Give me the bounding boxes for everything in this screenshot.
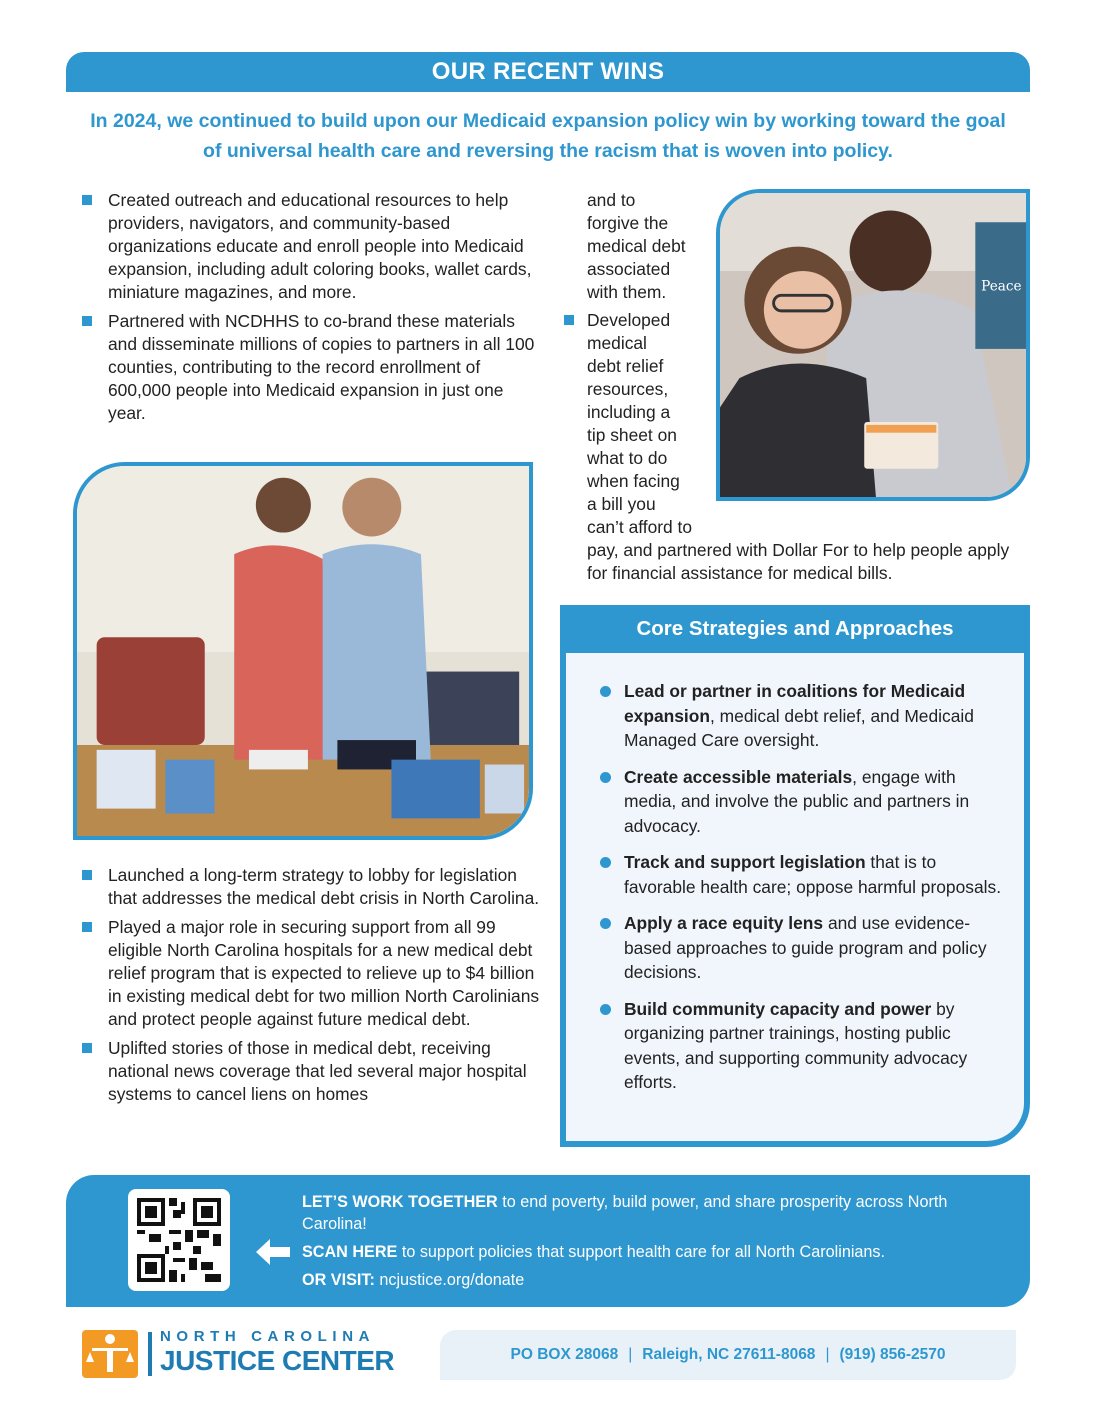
- strategy-text: and use evidence-based approaches to guide program and policy decisions.: [624, 913, 987, 982]
- list-item: Uplifted stories of those in medical debt, receiving national news coverage that led several major hospital systems to cancel liens on homes: [82, 1037, 542, 1106]
- text-line: including a: [587, 402, 671, 422]
- selfie-photo: [716, 189, 1030, 501]
- strategy-text: , engage with media, and involve the public and partners in advocacy.: [624, 766, 970, 836]
- text-line: tip sheet on: [587, 425, 677, 445]
- text-line: forgive the: [587, 213, 669, 233]
- cta-line: [302, 1191, 1012, 1235]
- panel-title: Core Strategies and Approaches: [560, 605, 1030, 653]
- debt-relief-bullet: [587, 309, 727, 539]
- text-line: and to: [587, 190, 636, 210]
- strategy-text: , medical debt relief, and Medicaid Managed Care oversight.: [624, 705, 974, 750]
- strategy-highlight: Build community capacity and power: [624, 998, 932, 1019]
- strategy-highlight: Track and support legislation: [624, 852, 866, 872]
- text-line: resources,: [587, 379, 669, 399]
- section-title: OUR RECENT WINS: [431, 58, 665, 85]
- justice-figure-icon: [82, 1330, 138, 1378]
- cta-line: [302, 1241, 1012, 1263]
- cta-line-text: to support policies that support health care for all North Carolinians.: [397, 1243, 886, 1261]
- logo-text-bottom: JUSTICE CENTER: [160, 1345, 395, 1376]
- cta-line: [302, 1269, 1012, 1291]
- list-item: [598, 850, 1004, 899]
- divider: |: [628, 1346, 633, 1363]
- wins-list-bottom: [82, 864, 542, 1112]
- debt-relief-bullet-tail: pay, and partnered with Dollar For to help people apply for financial assistance for medical bills.: [587, 540, 1010, 583]
- book-cover-text: Peace: [981, 278, 1022, 295]
- strategy-text: that is to favorable health care; oppose harmful proposals.: [624, 852, 1002, 897]
- cta-highlight: SCAN HERE: [302, 1243, 398, 1261]
- strategy-highlight: Create accessible materials: [624, 766, 853, 787]
- text-line: medical: [587, 333, 647, 353]
- donate-link[interactable]: ncjustice.org/donate: [374, 1271, 525, 1289]
- text-line: medical debt: [587, 236, 686, 256]
- call-to-action-banner: [66, 1175, 1030, 1307]
- cta-highlight: LET’S WORK TOGETHER: [302, 1193, 498, 1211]
- list-item: [598, 997, 1004, 1095]
- list-item: Partnered with NCDHHS to co-brand these materials and disseminate millions of copies to partners in all 100 counties, contributing to the record enrollment of 600,000 people into Medicaid expansion in just one year.: [82, 310, 542, 425]
- list-item: [598, 765, 1004, 839]
- arrow-left-icon: [256, 1239, 290, 1265]
- list-item: Launched a long-term strategy to lobby for legislation that addresses the medical debt crisis in North Carolina.: [82, 864, 542, 910]
- cta-text: [302, 1191, 1012, 1297]
- strategies-list: [566, 653, 1024, 1095]
- cta-line-text: to end poverty, build power, and share prosperity across North Carolina!: [302, 1193, 948, 1233]
- list-item: Played a major role in securing support from all 99 eligible North Carolina hospitals for a new medical debt relief program that is expected to relieve up to $4 billion in existing medical debt for two million North Carolinians and protect people against future medical debt.: [82, 916, 542, 1031]
- core-strategies-panel: [560, 605, 1030, 1147]
- cta-highlight: OR VISIT:: [302, 1271, 375, 1289]
- text-line: can’t afford to: [587, 517, 693, 537]
- divider: |: [825, 1346, 830, 1363]
- text-line: associated: [587, 259, 671, 279]
- strategy-highlight: Lead or partner in coalitions for Medicaid expansion: [624, 681, 966, 726]
- list-item: [598, 679, 1004, 753]
- text-line: Developed: [587, 310, 671, 330]
- strategy-highlight: Apply a race equity lens: [624, 913, 824, 933]
- logo-divider: [148, 1332, 152, 1376]
- wins-list-top: [82, 189, 542, 431]
- qr-code[interactable]: [128, 1189, 230, 1291]
- city-state-zip: Raleigh, NC 27611-8068: [642, 1346, 816, 1363]
- event-photo: [73, 462, 533, 840]
- text-line: what to do: [587, 448, 668, 468]
- text-line: debt relief: [587, 356, 664, 376]
- text-line: a bill you: [587, 494, 656, 514]
- logo-text-top: NORTH CAROLINA: [160, 1328, 376, 1345]
- contact-bar: [440, 1330, 1016, 1380]
- right-column-continuation: [587, 189, 717, 304]
- list-item: Created outreach and educational resources to help providers, navigators, and community-based organizations educate and enroll people into Medicaid expansion, including adult coloring books, wallet cards, miniature magazines, and more.: [82, 189, 542, 304]
- text-line: with them.: [587, 282, 667, 302]
- strategy-text: by organizing partner trainings, hosting public events, and supporting community advocacy efforts.: [624, 998, 968, 1092]
- section-banner: [66, 52, 1030, 92]
- phone-number: (919) 856-2570: [839, 1346, 946, 1363]
- text-line: when facing: [587, 471, 680, 491]
- list-item: [598, 911, 1004, 985]
- intro-statement: In 2024, we continued to build upon our Medicaid expansion policy win by working toward the goal of universal health care and reversing the racism that is woven into policy.: [90, 110, 1006, 162]
- bullet-marker: [564, 315, 574, 325]
- po-box: PO BOX 28068: [510, 1346, 619, 1363]
